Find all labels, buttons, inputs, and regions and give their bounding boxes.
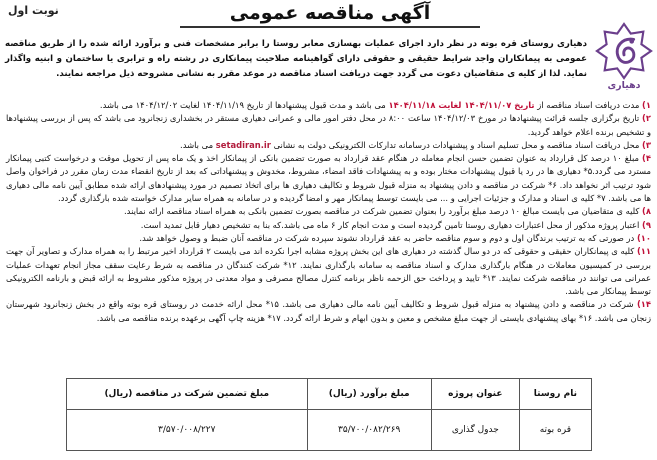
setadiran-link[interactable]: setadiran.ir xyxy=(215,139,271,150)
cell-project: جدول گذاری xyxy=(431,410,519,451)
cell-village: قره بوته xyxy=(519,410,591,451)
condition-item: ۱۱) کلیه ی پیمانکاران حقیقی و حقوقی که در دو سال گذشته در دهیاری های این بخش پروژه مشابه اجرا نکرده اند می بایست ۲ قرارداد اخیر مرتبط را به همراه مدارک و تصاویر آن جهت بررسی در کمیسیون معاملات در هنگام بارگذاری مدارک و اسناد مناقصه به سامانه بارگذاری نمایند. ۱۲* شرکت کنندگان در مناقصه به شرط رعایت سقف مجاز انجام تعهدات عملیات عمرانی می توانند در مناقصه شرکت نمایند. ۱۳* تایید و پرداخت حق الزحمه ناظر برنامه کنترل مصالح مصرفی و مواد معدنی در پروژه مذکور مشروط به ارائه قبض و بارنامه الکترونیکی توسط پیمانکار می باشد. xyxy=(6,246,651,297)
conditions-list xyxy=(6,99,651,325)
condition-item: ۲) تاریخ برگزاری جلسه قرائت پیشنهادها در مورخ ۱۴۰۴/۱۲/۰۳ ساعت ۸:۰۰ در محل دفتر امور مالی و عمرانی دهیاری مستقر در بخشداری زنجانرود می باشد که پس از بررسی پیشنهادها و تشخیص برنده اعلام خواهد گردید. xyxy=(6,113,651,137)
condition-item: ۱۰) در صورتی که به ترتیب برندگان اول و دوم و سوم مناقصه حاضر به عقد قرارداد نشوند سپرده شرکت در مناقصه آنان ضبط و وصول خواهد شد. xyxy=(139,232,651,243)
intro-paragraph: دهیاری روستای قره بوته در نظر دارد اجرای عملیات بهسازی معابر روستا را برابر مشخصات فنی و برآورد ارائه شده را از طریق مناقصه عمومی به پیمانکاران واجد شرایط حقیقی و حقوقی دارای گواهینامه صلاحیت پیمانکاری در رشته راه و ترابری یا ساختمان و ابنیه واگذار نماید. لذا از کلیه ی متقاضیان دعوت می گردد جهت دریافت اسناد مناقصه در موعد مقرر به نشانی مشروحه ذیل مراجعه نمایند. xyxy=(5,39,587,79)
cell-estimate: ۳۵/۷۰۰/۰۸۲/۲۶۹ xyxy=(307,410,431,451)
project-table xyxy=(66,378,592,451)
condition-item: ۱۴) شرکت در مناقصه و دادن پیشنهاد به منزله قبول شروط و تکالیف آیین نامه مالی دهیاری می باشد. ۱۵* محل ارائه خدمت در روستای قره بوته واقع در بخش زنجانرود شهرستان زنجان می باشد. ۱۶* بهای پیشنهادی بایستی از جهت مبلغ مشخص و معین و بدون ابهام و شرط ارائه گردد. ۱۷* هزینه چاپ آگهی برعهده برنده مناقصه می باشد. xyxy=(6,299,652,323)
page-title: آگهی مناقصه عمومی xyxy=(180,2,480,28)
dehyari-logo xyxy=(595,22,653,94)
condition-item: ۸) کلیه ی متقاضیان می بایست مبالغ ۱۰ درصد مبلغ برآورد را بعنوان تضمین شرکت در مناقصه بصورت تضمین بانکی به همراه اسناد مناقصه ارائه نمایند. xyxy=(124,206,651,217)
logo-text: دهیاری xyxy=(607,80,641,91)
cell-guarantee: ۳/۵۷۰/۰۰۸/۲۲۷ xyxy=(67,410,308,451)
col-project: عنوان پروژه xyxy=(431,379,519,410)
col-estimate: مبلغ برآورد (ریال) xyxy=(307,379,431,410)
col-guarantee: مبلغ تضمین شرکت در مناقصه (ریال) xyxy=(67,379,308,410)
col-village: نام روستا xyxy=(519,379,591,410)
table-row xyxy=(67,410,592,451)
table-header-row xyxy=(67,379,592,410)
notice-round-label: نوبت اول xyxy=(8,4,59,17)
condition-item: ۱) مدت دریافت اسناد مناقصه از تاریخ ۱۴۰۴/۱۱/۰۷ لغایت ۱۴۰۴/۱۱/۱۸ می باشد و مدت قبول پیشنهادها از تاریخ ۱۴۰۴/۱۱/۱۹ لغایت ۱۴۰۴/۱۲/۰۲ می باشد. xyxy=(99,100,651,110)
dehyari-emblem-icon xyxy=(595,22,653,80)
condition-item: ۴) مبلغ ۱۰ درصد کل قرارداد به عنوان تضمین حسن انجام معامله در هنگام عقد قرارداد به صورت تضمین بانکی از پیمانکار اخذ و یک ماه پس از تحویل موقت و درخواست کتبی پیمانکار مسترد می گردد.۵* دهیاری ها در رد یا قبول پیشنهادات مختار بوده و به پیشنهادات فاقد امضاء، مشروط، مخدوش و پیشنهاداتی که بعد از تاریخ انقضاء مدت زمان مقرر در فراخوان واصل شود ترتیب اثر نخواهد داد. ۶* شرکت در مناقصه و دادن پیشنهاد به منزله قبول شروط و تکالیف دهیاری ها برای اتخاذ تصمیم در مورد پیشنهادهای ارائه شده مطابق آیین نامه مالی دهیاری ها می باشد. ۷* کلیه ی اسناد و مدارک و جزئیات اجرایی و ... می بایست توسط پیمانکار مهر و امضا گردیده و در سامانه به همراه سایر مدارک خواسته شده بارگذاری گردد. xyxy=(6,153,652,204)
condition-item: ۹) اعتبار پروژه مذکور از محل اعتبارات دهیاری روستا تامین گردیده است و مدت انجام کار ۶ ماه می باشد.که بنا به تشخیص دهیار قابل تمدید است. xyxy=(140,219,651,230)
condition-item: ۳) محل دریافت اسناد مناقصه و محل تسلیم اسناد و پیشنهادات درسامانه تدارکات الکترونیکی دولت به نشانی setadiran.ir می باشد. xyxy=(180,139,651,150)
